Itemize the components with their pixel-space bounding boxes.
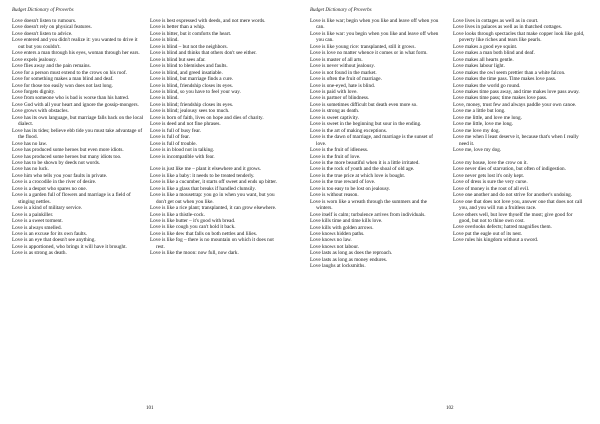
proverb-entry: Love doesn't listen to advice.	[12, 30, 73, 37]
proverb-entry: Love is a garden full of flowers and marriage is a field of stinging nettles.	[12, 192, 131, 205]
proverb-entry: Love knows hidden paths.	[310, 230, 365, 237]
proverb-entry: Love is not found in the market.	[310, 69, 377, 76]
proverb-entry: Love of dress is sure the very curse.	[453, 179, 528, 186]
proverb-entry: Love looks through spectacles that make copper look like gold, poverty like riches and tears like pearls.	[453, 30, 585, 44]
proverb-entry: Love grows with obstacles.	[12, 108, 69, 115]
proverb-entry: Love is full of busy fear.	[150, 127, 201, 134]
proverb-entry: Love is often the fruit of marriage.	[310, 76, 382, 83]
proverb-entry: Love is love no matter whence it comes or in what form.	[310, 50, 428, 57]
proverb-entry: Love is one-eyed, hate is blind.	[310, 82, 375, 89]
proverb-entry: Love is the art of making exceptions.	[310, 127, 388, 134]
proverb-entry: Love is a sweet torment.	[12, 218, 63, 225]
proverb-entry: Love is the fruit of love.	[310, 153, 361, 160]
proverb-entry: Love makes all hearts gentle.	[453, 56, 514, 63]
proverb-entry: Love is without reason.	[310, 192, 359, 199]
proverb-entry: Love makes the world go round.	[453, 82, 521, 89]
proverb-entry: Love is blind but sees afar.	[150, 56, 206, 63]
proverb-entry: Love is blind; friendship closes its eyes.	[150, 101, 234, 108]
proverb-entry: Love put the eagle out of its nest.	[453, 230, 523, 237]
proverb-entry: Love from someone who is bad is worse than his hatred.	[12, 95, 130, 102]
proverb-entry: Love enters a man through his eyes, woman through her ears.	[12, 50, 140, 57]
proverb-entry: Love is blind and thinks that others don't see either.	[150, 50, 257, 57]
proverb-entry: Love is like a rice plant; transplanted, it can grow elsewhere.	[150, 205, 277, 212]
proverb-entry: Love me love my dog.	[453, 127, 500, 134]
proverb-entry: Love is blind, and greed insatiable.	[150, 69, 223, 76]
proverb-entry: Love laughs at locksmiths.	[310, 263, 366, 270]
proverb-entry: Love is like a glass that breaks if handled clumsily.	[150, 185, 256, 192]
proverb-entry: Love is like a thistle-cock.	[150, 211, 205, 218]
proverb-entry: Love is the rock of youth and the shoal of old age.	[310, 166, 415, 173]
proverb-entry: Love makes the time pass. Time makes love pass.	[453, 76, 557, 83]
proverb-entry: Love is better than a whip.	[150, 24, 206, 31]
proverb-entry: Love one another and do not strive for another's undoing.	[453, 192, 573, 199]
proverb-entry: Love is partner of blindness.	[310, 95, 370, 102]
proverb-entry: Love is always smelled.	[12, 224, 62, 231]
entry-column	[12, 18, 144, 257]
proverb-entry: Love entered and you didn't realize it: you wanted to drive it out but you couldn't.	[12, 37, 138, 50]
proverb-entry: Love kills time and time kills love.	[310, 218, 383, 225]
entry-column	[453, 18, 585, 244]
proverb-entry: Love has its own language, but marriage falls back on the local dialect.	[12, 114, 144, 128]
proverb-entry: Love has no luck.	[12, 166, 49, 173]
proverb-entry: Love is worn like a wreath through the summers and the winters.	[310, 198, 427, 212]
proverb-entry: Love is the dawn of marriage, and marriage is the sunset of love.	[310, 134, 434, 147]
proverb-entry: Love is a crocodile in the river of desire.	[12, 179, 97, 186]
proverb-entry: Love flies away and the pain remains.	[12, 63, 91, 70]
proverb-entry: Love my house, love the crow on it.	[453, 159, 528, 166]
proverb-entry: Love doesn't listen to rumours.	[12, 18, 77, 24]
proverb-entry: Love knows not labour.	[310, 243, 359, 250]
proverb-entry: Love is never without jealousy.	[310, 63, 375, 70]
proverb-entry: Love is a kind of military service.	[12, 205, 83, 212]
proverb-entry: Love is blind – but not the neighbors.	[150, 43, 228, 50]
proverb-entry: Love is born of faith, lives on hope and dies of charity.	[150, 114, 264, 121]
proverb-entry: Love is sweet captivity.	[310, 114, 359, 121]
proverb-entry: Love is the true reward of love.	[310, 179, 376, 186]
proverb-entry: Love doesn't rely on physical features.	[12, 24, 92, 31]
proverb-entry: Love of money is the root of all evil.	[453, 185, 530, 192]
right-page	[300, 0, 600, 424]
proverb-entry: Love forgets dignity.	[12, 88, 56, 95]
proverb-entry: Love lasts as long as money endures.	[310, 256, 388, 263]
proverb-entry: Love is like young rice: transplanted, still it grows.	[310, 43, 416, 50]
proverb-entry: Love is an eye that doesn't see anything.	[12, 237, 96, 244]
proverb-entry: Love makes a good eye squint.	[453, 43, 518, 50]
running-head: Budget Dictionary of Proverbs	[310, 8, 372, 13]
proverb-entry: Love is the fruit of idleness.	[310, 147, 369, 154]
page-number: 101	[146, 406, 154, 411]
proverb-entry: Love is like cough you can't hold it back.	[150, 224, 236, 231]
proverb-entry: Love is full of trouble.	[150, 140, 197, 147]
proverb-entry: Love is blind, friendship closes its eyes.	[150, 82, 233, 89]
proverb-entry: Love never gets lost it's only kept.	[453, 172, 525, 179]
entry-column	[310, 18, 442, 270]
proverb-entry: Love is like dew that falls on both nettles and lilies.	[150, 230, 258, 237]
proverb-entry: Love lives in palaces as well as in thatched cottages.	[453, 24, 562, 31]
proverb-entry: Love others well, but love thyself the most; give good for good, but not to thine own cost.	[453, 211, 573, 225]
proverb-entry: Love, money, trust few and always paddle your own canoe.	[453, 101, 577, 108]
proverb-entry: Love is like butter – it's good with bread.	[150, 218, 236, 225]
proverb-entry: Love makes labour light.	[453, 63, 505, 70]
proverb-entry: Love is like fog – there is no mountain on which it does not rest.	[150, 237, 274, 250]
proverb-entry: Love for a person must extend to the crows on his roof.	[12, 69, 127, 76]
proverb-entry: Love is full of fear.	[150, 134, 190, 141]
proverb-entry: Love is the true price at which love is bought.	[310, 172, 406, 179]
proverb-entry: Love God with all your heart and ignore the gossip-mongers.	[12, 101, 139, 108]
proverb-entry: Love me when I least deserve it, because that's when I really need it.	[453, 134, 579, 147]
proverb-entry: Love is like a baby: it needs to be treated tenderly.	[150, 172, 255, 179]
proverb-entry: Love kills with golden arrows.	[310, 224, 374, 231]
proverb-entry: Love one that does not love you, answer one that does not call you, and you will run a fruitless race.	[453, 198, 583, 212]
proverb-entry: Love is blind, so you have to feel your way.	[150, 88, 241, 95]
proverb-entry: Love has no law.	[12, 140, 48, 147]
proverb-entry: Love is an excuse for its own faults.	[12, 230, 87, 237]
proverb-entry: Love is strong as death.	[310, 108, 360, 115]
proverb-entry: Love is as strong as death.	[12, 250, 67, 257]
proverb-entry: Love never dies of starvation, but often of indigestion.	[453, 166, 566, 173]
proverb-entry: Love is incompatible with fear.	[150, 153, 215, 160]
proverb-entry: Love is the more beautiful when it is a little irritated.	[310, 159, 420, 166]
running-head: Budget Dictionary of Proverbs	[12, 8, 74, 13]
proverb-entry: Love is blind.	[150, 37, 179, 44]
proverb-entry: Love has produced some heroes but even more idiots.	[12, 147, 124, 154]
proverb-entry: Love is bitter, but it comforts the heart.	[150, 30, 232, 37]
proverb-entry: Love for something makes a man blind and deaf.	[12, 76, 114, 83]
proverb-entry: Love overlooks defects; hatred magnifies them.	[453, 224, 552, 231]
proverb-entry: Love is too easy to be lost on jealousy.	[310, 185, 391, 192]
proverb-entry: Love has produced some heroes but many idiots too.	[12, 153, 122, 160]
proverb-entry: Love itself is calm; turbulence arrives from individuals.	[310, 211, 426, 218]
proverb-entry: Love expels jealousy.	[12, 56, 57, 63]
proverb-entry: Love is in blood not in talking.	[150, 147, 215, 154]
proverb-entry: Love is deed and not fine phrases.	[150, 121, 221, 128]
proverb-entry: Love lives in cottages as well as in court.	[453, 18, 539, 24]
proverb-entry: Love is a despot who spares no one.	[12, 185, 87, 192]
proverb-entry: Love is like a mousetrap: you go in when you want, but you don't get out when you like.	[150, 192, 275, 205]
proverb-entry: Love is master of all arts.	[310, 56, 363, 63]
proverb-entry: Love me a little but long.	[453, 108, 506, 115]
proverb-entry: Love is paid with love.	[310, 88, 358, 95]
proverb-entry: Love has its tides; believe ebb tide you must take advantage of the flood.	[12, 127, 143, 141]
proverb-entry: Love is blind, but marriage finds a cure.	[150, 76, 234, 83]
proverb-entry: Love makes a man both blind and deaf.	[453, 50, 535, 57]
proverb-entry: Love makes time pass away, and time makes love pass away.	[453, 88, 580, 95]
proverb-entry: Love knows no law.	[310, 237, 352, 244]
proverb-entry: Love for those too easily won does not last long.	[12, 82, 113, 89]
proverb-entry: Love is blind to blemishes and faults.	[150, 63, 228, 70]
proverb-entry: Love has to be shown by deeds not words.	[12, 159, 101, 166]
proverb-entry: Love me little, and love me long.	[453, 114, 522, 121]
proverb-entry: Love is blind.	[150, 95, 179, 102]
proverb-entry: Love lasts as long as does the reproach.	[310, 250, 393, 257]
proverb-entry: Love makes time pass; time makes love pass.	[453, 95, 548, 102]
proverb-entry: Love is apportioned, who brings it will have it brought.	[12, 243, 127, 250]
proverb-entry: Love him who tells you your faults in private.	[12, 172, 108, 179]
proverb-entry: Love is like the moon: now full, now dark.	[150, 250, 239, 257]
proverb-entry: Love makes the owl seem prettier than a white falcon.	[453, 69, 566, 76]
proverb-entry: Love is a painkiller.	[12, 211, 54, 218]
proverb-entry: Love rules his kingdom without a sword.	[453, 237, 539, 244]
proverb-entry: Love is sometimes difficult but death even more so.	[310, 101, 418, 108]
page-number: 102	[446, 406, 454, 411]
proverb-entry: Love is like war: you begin when you like and leave off when you can.	[310, 30, 439, 44]
proverb-entry: Love is like war; begin when you like and leave off when you can.	[310, 18, 439, 31]
proverb-entry: Love is sweet in the beginning but sour in the ending.	[310, 121, 422, 128]
proverb-entry: Love is blind; jealousy sees too much.	[150, 108, 230, 115]
proverb-entry: Love me, love my dog.	[453, 147, 502, 154]
proverb-entry: Love is just like me – plant it elsewhere and it grows.	[150, 166, 261, 173]
entry-column	[150, 18, 282, 257]
proverb-entry: Love is best expressed with deeds, and not mere words.	[150, 18, 266, 24]
proverb-entry: Love is like a cucumber, it starts off sweet and ends up bitter.	[150, 179, 278, 186]
proverb-entry: Love me little, love me long.	[453, 121, 514, 128]
